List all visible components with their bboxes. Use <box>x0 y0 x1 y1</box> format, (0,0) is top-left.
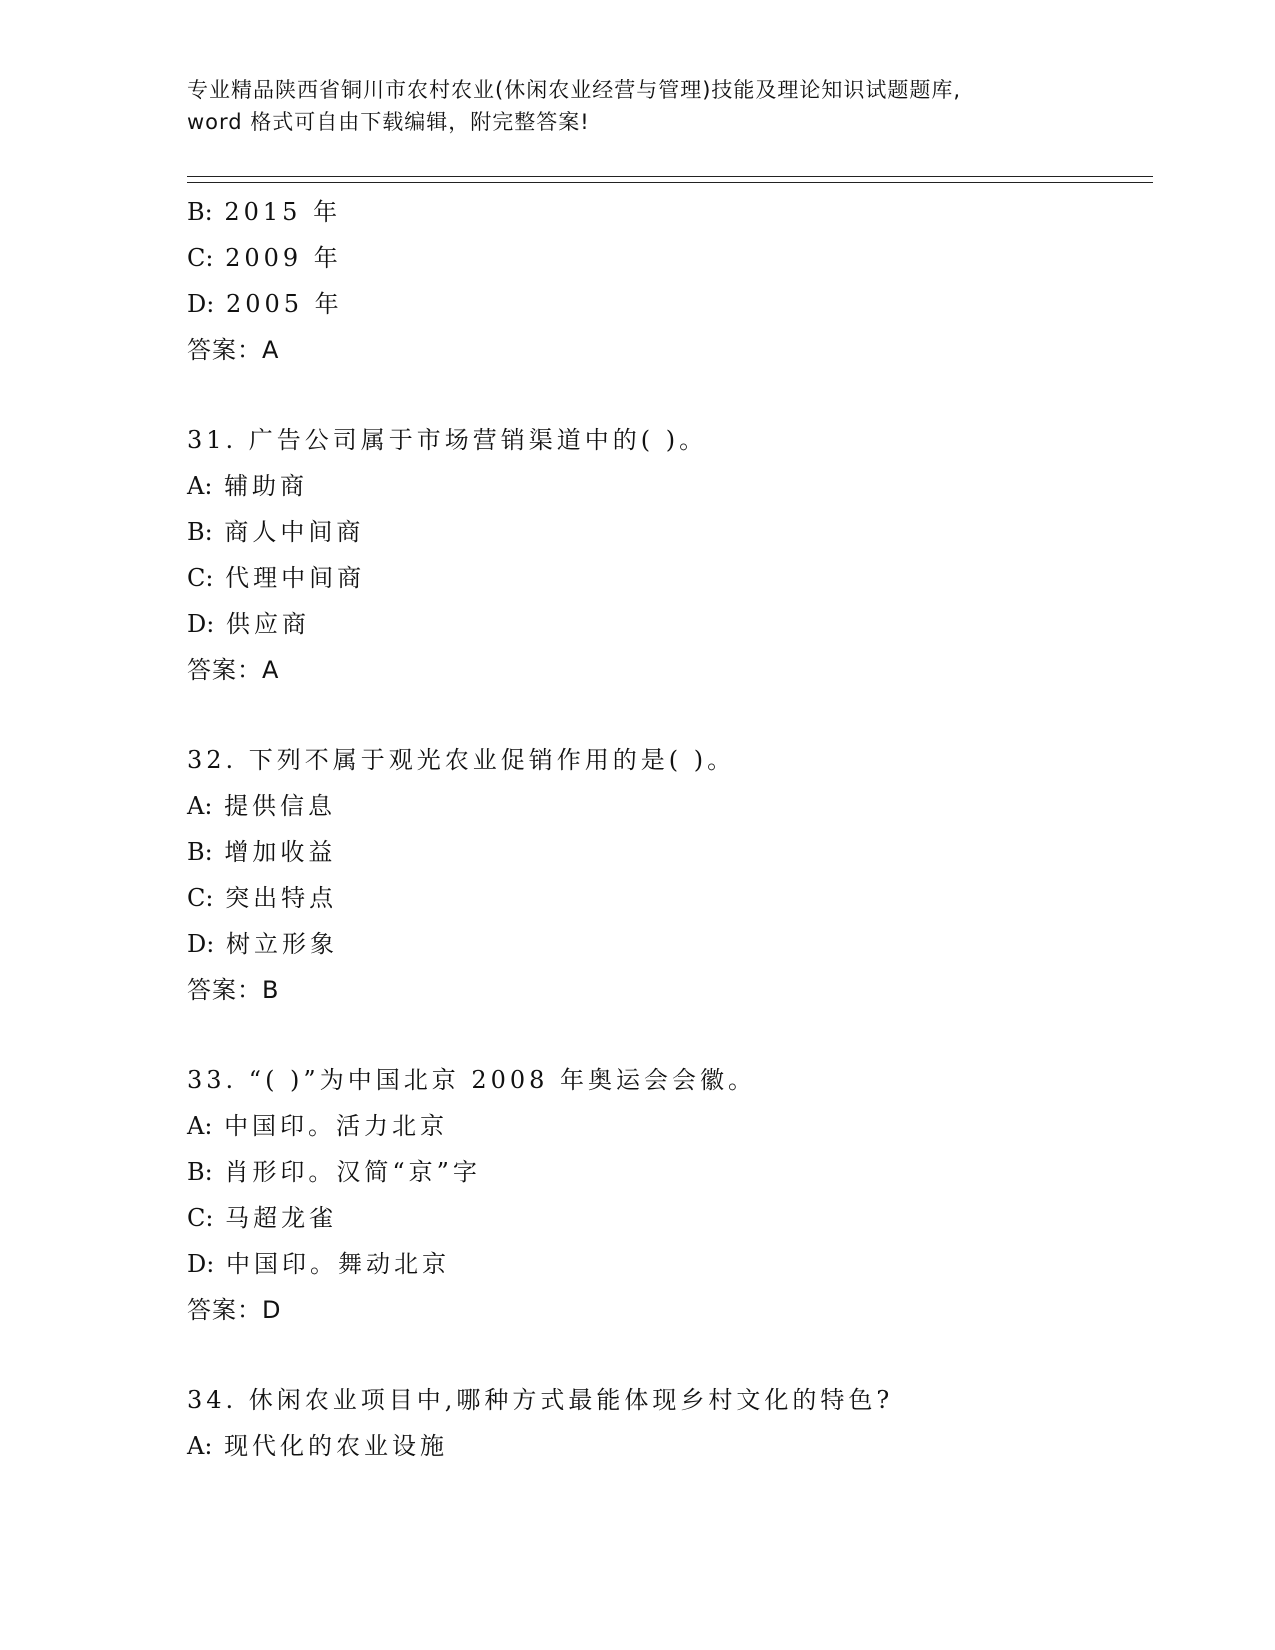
option-label: D: <box>187 610 215 638</box>
option-label: C: <box>187 1204 214 1232</box>
option-c <box>187 875 1153 921</box>
option-text: 2015 年 <box>224 198 342 226</box>
option-text: 现代化的农业设施 <box>224 1432 449 1460</box>
option-text: 商人中间商 <box>224 518 365 546</box>
option-text: 中国印。舞动北京 <box>225 1250 450 1278</box>
answer-line: 答案：A <box>187 336 280 364</box>
option-d <box>187 921 1153 967</box>
option-label: D: <box>187 930 215 958</box>
option-text: 突出特点 <box>225 884 338 912</box>
answer-line: 答案：B <box>187 976 280 1004</box>
option-label: D: <box>187 290 215 318</box>
option-label: B: <box>187 518 213 546</box>
option-label: C: <box>187 564 214 592</box>
option-text: 增加收益 <box>224 838 337 866</box>
question-stem: 34. 休闲农业项目中,哪种方式最能体现乡村文化的特色? <box>187 1386 894 1414</box>
option-d <box>187 281 1153 327</box>
option-text: 2005 年 <box>225 290 343 318</box>
option-text: 代理中间商 <box>225 564 366 592</box>
option-b <box>187 189 1153 235</box>
option-label: B: <box>187 838 213 866</box>
option-c <box>187 1195 1153 1241</box>
option-text: 2009 年 <box>225 244 342 272</box>
header-line-1: 专业精品陕西省铜川市农村农业(休闲农业经营与管理)技能及理论知识试题题库, <box>187 78 962 102</box>
question-stem: 32. 下列不属于观光农业促销作用的是( )。 <box>187 746 736 774</box>
option-a <box>187 463 1153 509</box>
option-text: 供应商 <box>225 610 310 638</box>
option-label: B: <box>187 1158 213 1186</box>
option-text: 中国印。活力北京 <box>224 1112 449 1140</box>
option-b <box>187 1149 1153 1195</box>
option-label: B: <box>187 198 213 226</box>
option-text: 马超龙雀 <box>225 1204 338 1232</box>
option-label: C: <box>187 244 214 272</box>
option-b <box>187 509 1153 555</box>
option-label: A: <box>187 792 213 820</box>
option-a <box>187 1103 1153 1149</box>
option-text: 肖形印。汉简“京”字 <box>224 1158 481 1186</box>
option-text: 辅助商 <box>224 472 309 500</box>
option-d <box>187 601 1153 647</box>
option-label: A: <box>187 1432 213 1460</box>
question-stem: 33. “( )”为中国北京 2008 年奥运会会徽。 <box>187 1066 757 1094</box>
option-a <box>187 1423 1153 1469</box>
answer-line: 答案：D <box>187 1296 282 1324</box>
header-line-2: word 格式可自由下载编辑，附完整答案! <box>187 110 590 134</box>
option-label: C: <box>187 884 214 912</box>
question-list <box>187 189 1153 1469</box>
document-header <box>187 74 1087 138</box>
option-text: 提供信息 <box>224 792 337 820</box>
option-c <box>187 555 1153 601</box>
answer-line: 答案：A <box>187 656 280 684</box>
header-divider-bottom <box>187 182 1153 183</box>
option-c <box>187 235 1153 281</box>
option-text: 树立形象 <box>225 930 338 958</box>
question-stem: 31. 广告公司属于市场营销渠道中的( )。 <box>187 426 708 454</box>
header-divider-top <box>187 176 1153 177</box>
option-label: A: <box>187 1112 213 1140</box>
option-label: D: <box>187 1250 215 1278</box>
option-d <box>187 1241 1153 1287</box>
option-a <box>187 783 1153 829</box>
option-label: A: <box>187 472 213 500</box>
option-b <box>187 829 1153 875</box>
